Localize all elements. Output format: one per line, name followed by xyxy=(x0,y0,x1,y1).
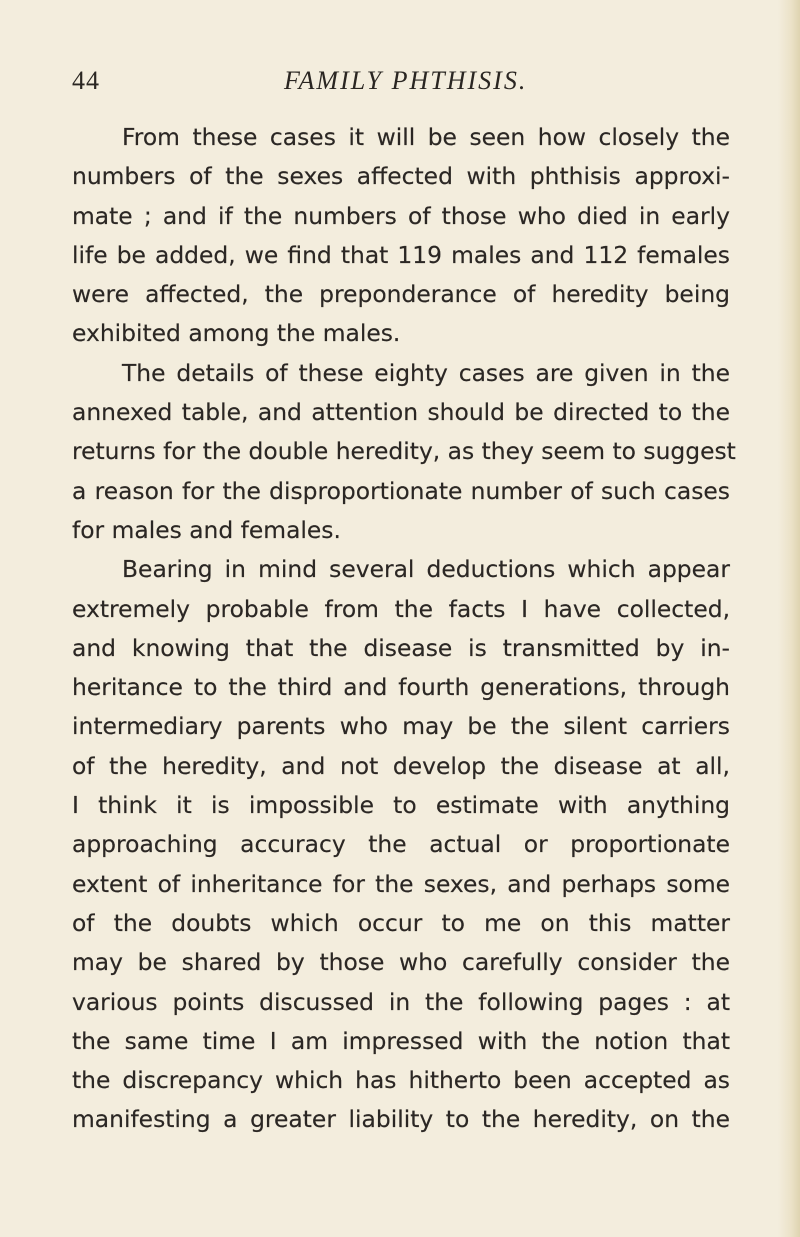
text-line: Bearing in mind several deductions which appear xyxy=(122,555,730,584)
text-line: and knowing that the disease is transmitted by in- xyxy=(72,633,730,662)
body-text xyxy=(72,118,736,1140)
text-line: may be shared by those who carefully consider the xyxy=(72,948,730,977)
text-line: extent of inheritance for the sexes, and perhaps some xyxy=(72,869,730,898)
text-line: numbers of the sexes affected with phthisis approxi- xyxy=(72,162,730,191)
text-line: intermediary parents who may be the silent carriers xyxy=(72,712,730,741)
text-line: various points discussed in the following pages : at xyxy=(72,987,730,1016)
text-line: of the heredity, and not develop the disease at all, xyxy=(72,751,730,780)
text-line: mate ; and if the numbers of those who died in early xyxy=(72,201,730,230)
text-line: approaching accuracy the actual or proportionate xyxy=(72,830,730,859)
text-line: annexed table, and attention should be directed to the xyxy=(72,398,730,427)
text-line: the discrepancy which has hitherto been accepted as xyxy=(72,1066,730,1095)
page-header xyxy=(72,66,732,106)
text-line: of the doubts which occur to me on this matter xyxy=(72,908,730,937)
text-line: life be added, we find that 119 males and 112 females xyxy=(72,240,730,269)
page-number: 44 xyxy=(72,66,100,95)
text-line: heritance to the third and fourth generations, through xyxy=(72,673,730,702)
text-line: the same time I am impressed with the notion that xyxy=(72,1026,730,1055)
running-head: FAMILY PHTHISIS. xyxy=(284,66,528,95)
text-line: returns for the double heredity, as they seem to suggest xyxy=(72,437,736,466)
text-line: for males and females. xyxy=(72,515,341,544)
text-line: were affected, the preponderance of heredity being xyxy=(72,280,730,309)
text-line: From these cases it will be seen how closely the xyxy=(122,123,730,151)
text-line: manifesting a greater liability to the heredity, on the xyxy=(72,1105,730,1134)
text-line: I think it is impossible to estimate with anything xyxy=(72,791,730,820)
text-line: The details of these eighty cases are given in the xyxy=(122,358,730,387)
text-line: extremely probable from the facts I have collected, xyxy=(72,594,730,623)
page-edge-shading xyxy=(778,0,800,1237)
text-line: a reason for the disproportionate number of such cases xyxy=(72,476,730,505)
text-line: exhibited among the males. xyxy=(72,319,401,348)
